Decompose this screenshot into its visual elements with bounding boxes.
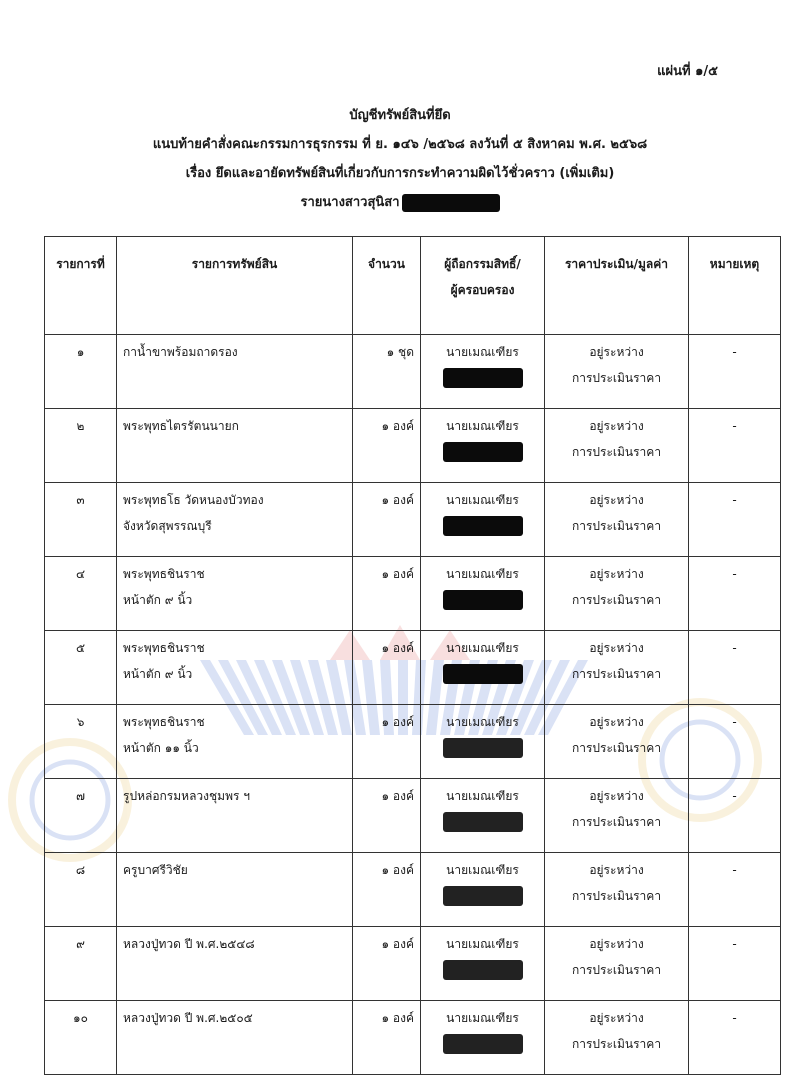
item-line: ครูบาศรีวิชัย: [123, 863, 188, 877]
cell-price: [545, 631, 689, 705]
cell-price: [545, 1001, 689, 1075]
cell-item: [117, 927, 353, 1001]
cell-item: [117, 1001, 353, 1075]
cell-remark: -: [689, 335, 781, 409]
cell-owner: [421, 335, 545, 409]
table-row: [45, 557, 781, 631]
cell-price: [545, 409, 689, 483]
item-line: กาน้ำขาพร้อมถาดรอง: [123, 345, 238, 359]
table-row: [45, 927, 781, 1001]
table-row: [45, 335, 781, 409]
price-line: อยู่ระหว่าง: [589, 567, 644, 581]
cell-remark: -: [689, 483, 781, 557]
cell-owner: [421, 779, 545, 853]
cell-item: [117, 705, 353, 779]
owner-redaction: [443, 1034, 523, 1054]
item-line: รูปหล่อกรมหลวงชุมพร ฯ: [123, 789, 250, 803]
cell-number: ๑: [45, 335, 117, 409]
col-header-remark: หมายเหตุ: [689, 237, 781, 335]
price-line: การประเมินราคา: [571, 1037, 662, 1051]
price-line: อยู่ระหว่าง: [589, 863, 644, 877]
table-row: [45, 705, 781, 779]
col-header-price: ราคาประเมิน/มูลค่า: [545, 237, 689, 335]
cell-quantity: ๑ ชุด: [353, 335, 421, 409]
owner-redaction: [443, 664, 523, 684]
price-line: การประเมินราคา: [571, 889, 662, 903]
cell-price: [545, 705, 689, 779]
name-line: [0, 191, 800, 212]
price-line: อยู่ระหว่าง: [589, 345, 644, 359]
owner-header-line: ผู้ครอบครอง: [450, 283, 515, 297]
cell-remark: -: [689, 631, 781, 705]
col-header-quantity: จำนวน: [353, 237, 421, 335]
cell-quantity: ๑ องค์: [353, 927, 421, 1001]
owner-redaction: [443, 442, 523, 462]
cell-number: ๗: [45, 779, 117, 853]
item-line: พระพุทธชินราช: [123, 641, 205, 655]
owner-redaction: [443, 368, 523, 388]
cell-number: ๖: [45, 705, 117, 779]
owner-redaction: [443, 516, 523, 536]
cell-remark: -: [689, 1001, 781, 1075]
cell-quantity: ๑ องค์: [353, 557, 421, 631]
owner-name: นายเมณเฑียร: [446, 1011, 519, 1025]
cell-remark: -: [689, 927, 781, 1001]
item-line: จังหวัดสุพรรณบุรี: [123, 519, 212, 533]
page-number: แผ่นที่ ๑/๕: [657, 64, 718, 79]
table-header-row: [45, 237, 781, 335]
owner-name: นายเมณเฑียร: [446, 937, 519, 951]
cell-owner: [421, 705, 545, 779]
asset-table: [44, 236, 781, 1075]
order-reference: แนบท้ายคำสั่งคณะกรรมการธุรกรรม ที่ ย. ๑๔๖ /๒๕๖๘ ลงวันที่ ๕ สิงหาคม พ.ศ. ๒๕๖๘: [152, 137, 648, 152]
item-line: หลวงปู่ทวด ปี พ.ศ.๒๕๔๘: [123, 937, 255, 951]
cell-remark: -: [689, 779, 781, 853]
price-line: อยู่ระหว่าง: [589, 715, 644, 729]
cell-quantity: ๑ องค์: [353, 779, 421, 853]
price-line: การประเมินราคา: [571, 371, 662, 385]
col-header-owner: [421, 237, 545, 335]
cell-price: [545, 483, 689, 557]
owner-name: นายเมณเฑียร: [446, 641, 519, 655]
cell-item: [117, 483, 353, 557]
cell-number: ๒: [45, 409, 117, 483]
cell-number: ๑๐: [45, 1001, 117, 1075]
cell-owner: [421, 631, 545, 705]
table-row: [45, 1001, 781, 1075]
price-line: อยู่ระหว่าง: [589, 937, 644, 951]
price-line: การประเมินราคา: [571, 519, 662, 533]
owner-redaction: [443, 960, 523, 980]
cell-price: [545, 853, 689, 927]
cell-item: [117, 409, 353, 483]
item-line: หลวงปู่ทวด ปี พ.ศ.๒๕๐๕: [123, 1011, 253, 1025]
cell-number: ๕: [45, 631, 117, 705]
owner-name: นายเมณเฑียร: [446, 715, 519, 729]
name-redaction: [402, 194, 500, 212]
owner-redaction: [443, 590, 523, 610]
owner-name: นายเมณเฑียร: [446, 345, 519, 359]
price-line: อยู่ระหว่าง: [589, 419, 644, 433]
price-line: การประเมินราคา: [571, 593, 662, 607]
cell-item: [117, 853, 353, 927]
table-row: [45, 779, 781, 853]
cell-owner: [421, 853, 545, 927]
cell-item: [117, 779, 353, 853]
owner-redaction: [443, 738, 523, 758]
subject-line: เรื่อง ยึดและอายัดทรัพย์สินที่เกี่ยวกับการกระทำความผิดไว้ชั่วคราว (เพิ่มเติม): [185, 166, 615, 181]
cell-item: [117, 557, 353, 631]
owner-name: นายเมณเฑียร: [446, 789, 519, 803]
table-row: [45, 631, 781, 705]
item-line: หน้าตัก ๙ นิ้ว: [123, 593, 193, 607]
cell-quantity: ๑ องค์: [353, 1001, 421, 1075]
cell-price: [545, 335, 689, 409]
table-row: [45, 483, 781, 557]
item-line: พระพุทธชินราช: [123, 715, 205, 729]
cell-remark: -: [689, 853, 781, 927]
item-line: หน้าตัก ๙ นิ้ว: [123, 667, 193, 681]
owner-header-line: ผู้ถือกรรมสิทธิ์/: [444, 257, 521, 271]
price-line: การประเมินราคา: [571, 741, 662, 755]
owner-redaction: [443, 886, 523, 906]
cell-owner: [421, 927, 545, 1001]
price-line: อยู่ระหว่าง: [589, 641, 644, 655]
cell-price: [545, 779, 689, 853]
cell-remark: -: [689, 705, 781, 779]
table-row: [45, 409, 781, 483]
cell-remark: -: [689, 409, 781, 483]
price-line: การประเมินราคา: [571, 963, 662, 977]
col-header-item: รายการทรัพย์สิน: [117, 237, 353, 335]
cell-number: ๘: [45, 853, 117, 927]
cell-quantity: ๑ องค์: [353, 409, 421, 483]
item-line: หน้าตัก ๑๑ นิ้ว: [123, 741, 199, 755]
cell-quantity: ๑ องค์: [353, 483, 421, 557]
item-line: พระพุทธโธ วัดหนองบัวทอง: [123, 493, 264, 507]
price-line: การประเมินราคา: [571, 815, 662, 829]
item-line: พระพุทธชินราช: [123, 567, 205, 581]
price-line: อยู่ระหว่าง: [589, 789, 644, 803]
col-header-number: รายการที่: [45, 237, 117, 335]
price-line: การประเมินราคา: [571, 667, 662, 681]
cell-price: [545, 557, 689, 631]
table-row: [45, 853, 781, 927]
cell-remark: -: [689, 557, 781, 631]
name-prefix: รายนางสาวสุนิสา: [300, 195, 400, 210]
item-line: พระพุทธไตรรัตนนายก: [123, 419, 239, 433]
owner-name: นายเมณเฑียร: [446, 863, 519, 877]
cell-owner: [421, 1001, 545, 1075]
owner-name: นายเมณเฑียร: [446, 493, 519, 507]
cell-number: ๔: [45, 557, 117, 631]
price-line: อยู่ระหว่าง: [589, 493, 644, 507]
cell-owner: [421, 557, 545, 631]
cell-item: [117, 335, 353, 409]
owner-name: นายเมณเฑียร: [446, 419, 519, 433]
cell-quantity: ๑ องค์: [353, 853, 421, 927]
cell-quantity: ๑ องค์: [353, 705, 421, 779]
document-title: บัญชีทรัพย์สินที่ยึด: [349, 108, 451, 123]
owner-redaction: [443, 812, 523, 832]
cell-owner: [421, 483, 545, 557]
price-line: อยู่ระหว่าง: [589, 1011, 644, 1025]
cell-price: [545, 927, 689, 1001]
price-line: การประเมินราคา: [571, 445, 662, 459]
cell-number: ๓: [45, 483, 117, 557]
owner-name: นายเมณเฑียร: [446, 567, 519, 581]
cell-number: ๙: [45, 927, 117, 1001]
cell-owner: [421, 409, 545, 483]
cell-quantity: ๑ องค์: [353, 631, 421, 705]
cell-item: [117, 631, 353, 705]
